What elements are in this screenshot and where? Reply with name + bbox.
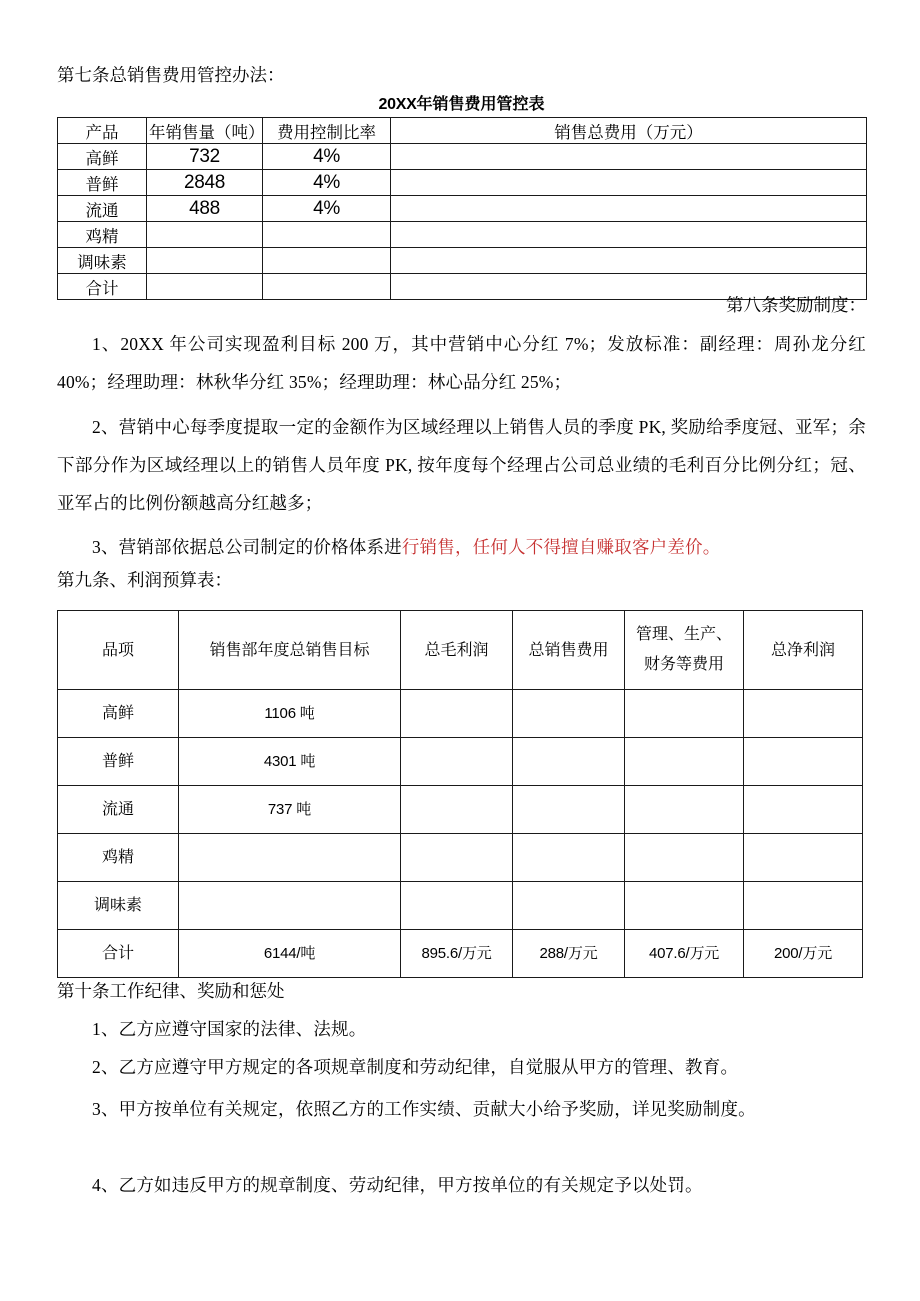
table2-cell-target [179, 882, 401, 930]
table1-cell-ratio [263, 222, 391, 248]
table1-cell-volume: 488 [147, 196, 263, 222]
table2-cell-item: 高鲜 [58, 690, 179, 738]
section-7-heading: 第七条总销售费用管控办法： [57, 65, 285, 85]
table2-cell-item: 普鲜 [58, 738, 179, 786]
table2-cell-net [744, 834, 863, 882]
table2-header-sales-expense: 总销售费用 [513, 611, 625, 690]
table1-cell-ratio [263, 248, 391, 274]
table1-cell-product: 高鲜 [58, 144, 147, 170]
table-row [58, 786, 863, 834]
table2-cell-target: 1106 吨 [179, 690, 401, 738]
table2-cell-expense [513, 786, 625, 834]
table2-cell-gross: 895.6/万元 [401, 930, 513, 978]
section-10-item-4: 4、乙方如违反甲方的规章制度、劳动纪律，甲方按单位的有关规定予以处罚。 [92, 1175, 703, 1195]
sales-expense-control-table [57, 117, 867, 300]
table2-header-admin-line2: 财务等费用 [643, 656, 724, 673]
table1-cell-product: 合计 [58, 274, 147, 300]
section-8-item-2-block [57, 408, 866, 522]
table2-cell-gross [401, 738, 513, 786]
table-row [58, 690, 863, 738]
section-8-item-1: 1、20XX 年公司实现盈利目标 200 万，其中营销中心分红 7%；发放标准：副经理：周孙龙分红 40%；经理助理：林秋华分红 35%；经理助理：林心品分红 25%； [57, 334, 866, 392]
table1-cell-total [391, 144, 867, 170]
table2-cell-admin [625, 786, 744, 834]
table1-cell-product: 普鲜 [58, 170, 147, 196]
table1-header-ratio: 费用控制比率 [263, 118, 391, 144]
table2-cell-admin: 407.6/万元 [625, 930, 744, 978]
table2-header-gross-profit: 总毛利润 [401, 611, 513, 690]
section-10-item-4-block [57, 1166, 866, 1204]
table-row [58, 738, 863, 786]
table2-header-admin-line1: 管理、生产、 [635, 626, 732, 643]
table2-cell-admin [625, 690, 744, 738]
table1-caption-year: 20XX [378, 96, 417, 113]
section-8-item-2: 2、营销中心每季度提取一定的金额作为区域经理以上销售人员的季度 PK, 奖励给季度冠、亚军；余下部分作为区域经理以上的销售人员年度 PK, 按年度每个经理占公司总业绩的毛利百分比例分红；冠、亚军占的比例份额越高分红越多； [57, 417, 866, 513]
table2-cell-net [744, 690, 863, 738]
section-8-heading: 第八条奖励制度： [726, 295, 866, 315]
table2-cell-item: 调味素 [58, 882, 179, 930]
table2-cell-gross [401, 690, 513, 738]
table-row [58, 834, 863, 882]
table1-cell-product: 流通 [58, 196, 147, 222]
table1-cell-total [391, 196, 867, 222]
table2-cell-target: 6144/吨 [179, 930, 401, 978]
table2-cell-gross [401, 786, 513, 834]
table1-caption-text: 年销售费用管控表 [416, 96, 545, 113]
table1-caption [57, 91, 866, 114]
section-8-item-3-black-part: 3、营销部依据总公司制定的价格体系进 [92, 537, 402, 557]
table1-cell-product: 鸡精 [58, 222, 147, 248]
table2-cell-expense [513, 834, 625, 882]
table2-cell-item: 合计 [58, 930, 179, 978]
table2-cell-net [744, 882, 863, 930]
table1-cell-total [391, 170, 867, 196]
table-row [58, 248, 867, 274]
table1-cell-product: 调味素 [58, 248, 147, 274]
table2-cell-admin [625, 834, 744, 882]
table-row [58, 930, 863, 978]
table-row [58, 882, 863, 930]
table2-header-target: 销售部年度总销售目标 [179, 611, 401, 690]
table-header-row [58, 611, 863, 690]
table1-cell-total [391, 248, 867, 274]
table1-header-volume: 年销售量（吨） [147, 118, 263, 144]
table2-cell-expense: 288/万元 [513, 930, 625, 978]
section-10-item-2-block [57, 1048, 866, 1086]
table2-cell-item: 鸡精 [58, 834, 179, 882]
table2-cell-item: 流通 [58, 786, 179, 834]
table2-cell-expense [513, 690, 625, 738]
section-8-item-3-block [57, 528, 866, 566]
table2-cell-expense [513, 738, 625, 786]
table-row [58, 170, 867, 196]
section-8-item-3-red-part: 行销售，任何人不得擅自赚取客户差价。 [401, 537, 721, 557]
table2-cell-admin [625, 882, 744, 930]
table1-cell-total [391, 222, 867, 248]
section-10-item-3: 3、甲方按单位有关规定，依照乙方的工作实绩、贡献大小给予奖励，详见奖励制度。 [92, 1099, 756, 1119]
table1-cell-volume: 2848 [147, 170, 263, 196]
table2-cell-admin [625, 738, 744, 786]
table2-cell-net [744, 786, 863, 834]
table2-header-item: 品项 [58, 611, 179, 690]
section-8-item-1-block [57, 325, 866, 401]
section-10-heading: 第十条工作纪律、奖励和惩处 [57, 981, 285, 1001]
table2-cell-target: 737 吨 [179, 786, 401, 834]
table1-cell-ratio: 4% [263, 196, 391, 222]
section-8-item-3 [57, 528, 866, 566]
table-header-row [58, 118, 867, 144]
table1-cell-volume [147, 222, 263, 248]
table2-header-net-profit: 总净利润 [744, 611, 863, 690]
section-9-heading: 第九条、利润预算表： [57, 570, 232, 590]
table2-cell-target [179, 834, 401, 882]
table2-cell-net [744, 738, 863, 786]
table1-header-product: 产品 [58, 118, 147, 144]
section-10-item-3-block [57, 1090, 866, 1128]
table-row [58, 222, 867, 248]
table1-header-total: 销售总费用（万元） [391, 118, 867, 144]
table2-cell-expense [513, 882, 625, 930]
table2-cell-net: 200/万元 [744, 930, 863, 978]
section-10-item-1-block [57, 1010, 866, 1048]
table-row [58, 196, 867, 222]
table1-cell-ratio: 4% [263, 170, 391, 196]
table1-cell-volume: 732 [147, 144, 263, 170]
profit-budget-table [57, 610, 863, 978]
table1-cell-volume [147, 248, 263, 274]
section-10-item-2: 2、乙方应遵守甲方规定的各项规章制度和劳动纪律，自觉服从甲方的管理、教育。 [92, 1057, 739, 1077]
table1-cell-ratio: 4% [263, 144, 391, 170]
section-10-item-1: 1、乙方应遵守国家的法律、法规。 [92, 1019, 367, 1039]
table2-cell-target: 4301 吨 [179, 738, 401, 786]
table2-cell-gross [401, 834, 513, 882]
table2-cell-gross [401, 882, 513, 930]
table2-header-admin-expense [625, 611, 744, 690]
table-row [58, 144, 867, 170]
